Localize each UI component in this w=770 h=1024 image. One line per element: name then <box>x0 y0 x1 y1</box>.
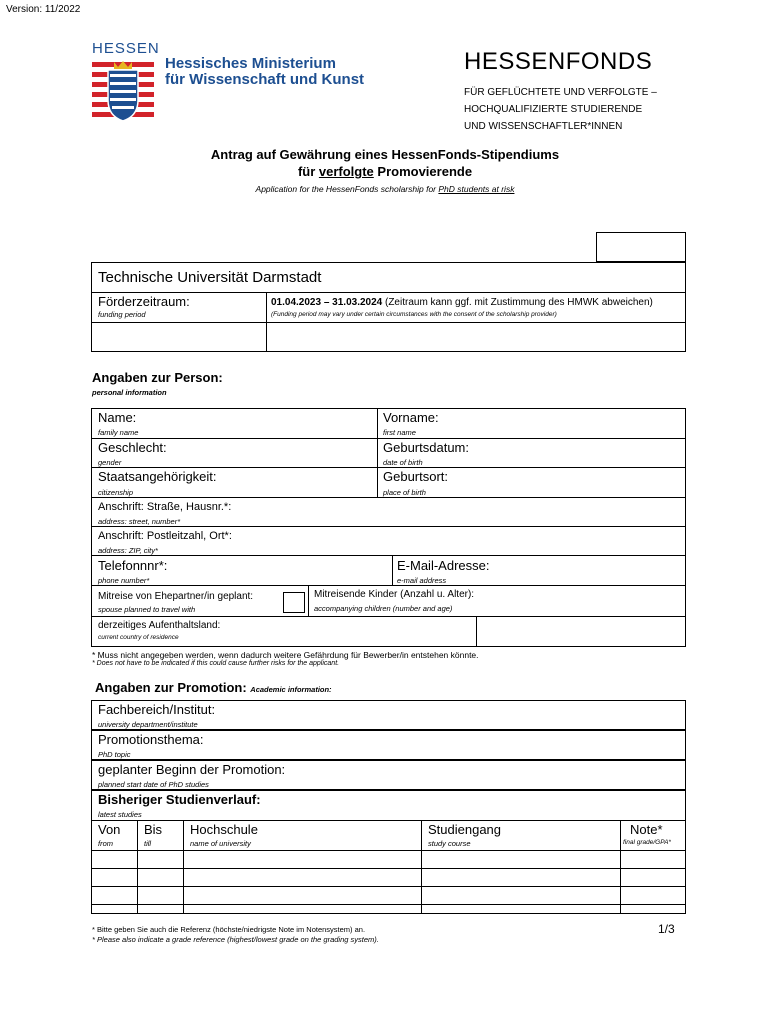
person-heading: Angaben zur Person: <box>92 370 223 385</box>
promotion-heading-en: Academic information: <box>250 685 332 694</box>
divider <box>91 904 686 905</box>
col-grade: Note* <box>630 822 663 837</box>
col-course: Studiengang <box>428 822 502 837</box>
title-line2-post: Promovierende <box>373 164 473 179</box>
divider <box>183 820 184 914</box>
promotion-heading-text: Angaben zur Promotion: <box>95 680 247 695</box>
grade-note-en: * Please also indicate a grade reference (highest/lowest grade on the grading system). <box>92 935 379 944</box>
divider <box>308 585 309 616</box>
divider <box>620 820 621 914</box>
funding-period-value <box>271 297 653 308</box>
funding-note-en: (Funding period may vary under certain circumstances with the consent of the scholarship provider) <box>271 311 557 318</box>
phone-label-en: phone number* <box>98 576 150 585</box>
optional-note-en: * Does not have to be indicated if this could cause further risks for the applicant. <box>92 660 340 667</box>
divider <box>392 555 393 585</box>
email-label-en: e-mail address <box>397 576 447 585</box>
divider <box>91 820 686 821</box>
funding-period-label-en: funding period <box>98 310 146 319</box>
promotion-heading <box>95 680 332 695</box>
ministry-line2: für Wissenschaft und Kunst <box>165 71 365 88</box>
children-label: Mitreisende Kinder (Anzahl u. Alter): <box>314 589 475 600</box>
university-name: Technische Universität Darmstadt <box>98 269 322 286</box>
vorname-label: Vorname: <box>383 410 439 425</box>
title-line1: Antrag auf Gewährung eines HessenFonds-Stipendiums <box>210 147 560 162</box>
name-label: Name: <box>98 410 137 425</box>
spouse-label-en: spouse planned to travel with <box>98 605 196 614</box>
col-till: Bis <box>144 822 163 837</box>
birthdate-label-en: date of birth <box>383 458 423 467</box>
funding-extra-field-right[interactable] <box>267 323 685 351</box>
hessen-wordmark: HESSEN <box>92 40 160 57</box>
funding-period-label: Förderzeitraum: <box>98 294 190 309</box>
ministry-name <box>165 56 364 88</box>
version-label: Version: 11/2022 <box>6 4 81 15</box>
phd-topic-label: Promotionsthema: <box>98 732 204 747</box>
street-label-en: address: street, number* <box>98 517 181 526</box>
spouse-checkbox[interactable] <box>283 592 305 613</box>
col-grade-en: final grade/GPA* <box>623 839 671 846</box>
fonds-subtitle <box>464 84 657 135</box>
residence-label-en: current country of residence <box>98 634 179 641</box>
birthdate-label: Geburtsdatum: <box>383 440 469 455</box>
studies-heading-en: latest studies <box>98 810 142 819</box>
reference-number-box[interactable] <box>596 232 686 262</box>
fonds-sub-line1: FÜR GEFLÜCHTETE UND VERFOLGTE – <box>464 87 657 98</box>
page-number: 1/3 <box>658 922 675 936</box>
divider <box>91 526 686 527</box>
subtitle-pre: Application for the HessenFonds scholarship for <box>255 184 439 194</box>
title-line2-underlined: verfolgte <box>318 164 374 179</box>
divider <box>91 497 686 498</box>
fonds-title: HESSENFONDS <box>464 48 653 75</box>
col-university: Hochschule <box>190 822 258 837</box>
funding-note: (Zeitraum kann ggf. mit Zustimmung des HMWK abweichen) <box>382 297 653 308</box>
subtitle-underlined: PhD students at risk <box>438 184 515 194</box>
col-till-en: till <box>144 839 152 848</box>
col-from-en: from <box>98 839 113 848</box>
hessen-crest-icon <box>92 58 154 124</box>
divider <box>137 820 138 914</box>
fonds-sub-line3: UND WISSENSCHAFTLER*INNEN <box>464 121 623 132</box>
divider <box>476 616 477 647</box>
studies-heading: Bisheriger Studienverlauf: <box>98 792 261 807</box>
divider <box>91 438 686 439</box>
phd-topic-label-en: PhD topic <box>98 750 131 759</box>
divider <box>91 292 686 293</box>
phone-label: Telefonnnr*: <box>98 558 168 573</box>
residence-label: derzeitiges Aufenthaltsland: <box>98 620 221 631</box>
children-label-en: accompanying children (number and age) <box>314 604 453 613</box>
ministry-line1: Hessisches Ministerium <box>165 55 336 72</box>
citizenship-label-en: citizenship <box>98 488 134 497</box>
col-course-en: study course <box>428 839 471 848</box>
funding-dates: 01.04.2023 – 31.03.2024 <box>271 297 383 308</box>
department-label: Fachbereich/Institut: <box>98 702 216 717</box>
email-label: E-Mail-Adresse: <box>397 558 490 573</box>
title-line2-pre: für <box>297 164 319 179</box>
divider <box>91 555 686 556</box>
zip-city-label-en: address: ZIP, city* <box>98 546 158 555</box>
col-from: Von <box>98 822 121 837</box>
name-label-en: family name <box>98 428 139 437</box>
divider <box>91 868 686 869</box>
divider <box>91 850 686 851</box>
department-label-en: university department/institute <box>98 720 198 729</box>
street-label: Anschrift: Straße, Hausnr.*: <box>98 501 232 513</box>
spouse-label: Mitreise von Ehepartner/in geplant: <box>98 591 254 602</box>
gender-label: Geschlecht: <box>98 440 167 455</box>
person-heading-en: personal information <box>92 388 167 397</box>
birthplace-label-en: place of birth <box>383 488 426 497</box>
gender-label-en: gender <box>98 458 122 467</box>
application-subtitle <box>0 184 770 194</box>
optional-note-en-text: Does not have to be indicated if this could cause further risks for the applicant. <box>96 660 340 667</box>
divider <box>91 585 686 586</box>
grade-note: * Bitte geben Sie auch die Referenz (höchste/niedrigste Note im Notensystem) an. <box>92 925 366 934</box>
zip-city-label: Anschrift: Postleitzahl, Ort*: <box>98 530 232 542</box>
application-title <box>0 146 770 180</box>
col-university-en: name of university <box>190 839 251 848</box>
divider <box>91 616 686 617</box>
citizenship-label: Staatsangehörigkeit: <box>98 469 217 484</box>
divider <box>91 467 686 468</box>
start-date-label: geplanter Beginn der Promotion: <box>98 762 286 777</box>
funding-extra-field-left[interactable] <box>92 323 266 351</box>
studies-table <box>91 790 686 914</box>
divider <box>377 408 378 497</box>
fonds-sub-line2: HOCHQUALIFIZIERTE STUDIERENDE <box>464 104 643 115</box>
vorname-label-en: first name <box>383 428 416 437</box>
divider <box>91 886 686 887</box>
divider <box>421 820 422 914</box>
birthplace-label: Geburtsort: <box>383 469 449 484</box>
start-date-label-en: planned start date of PhD studies <box>98 780 209 789</box>
optional-note: * Muss nicht angegeben werden, wenn dadurch weitere Gefährdung für Bewerber/in entstehen könnte. <box>92 650 479 660</box>
